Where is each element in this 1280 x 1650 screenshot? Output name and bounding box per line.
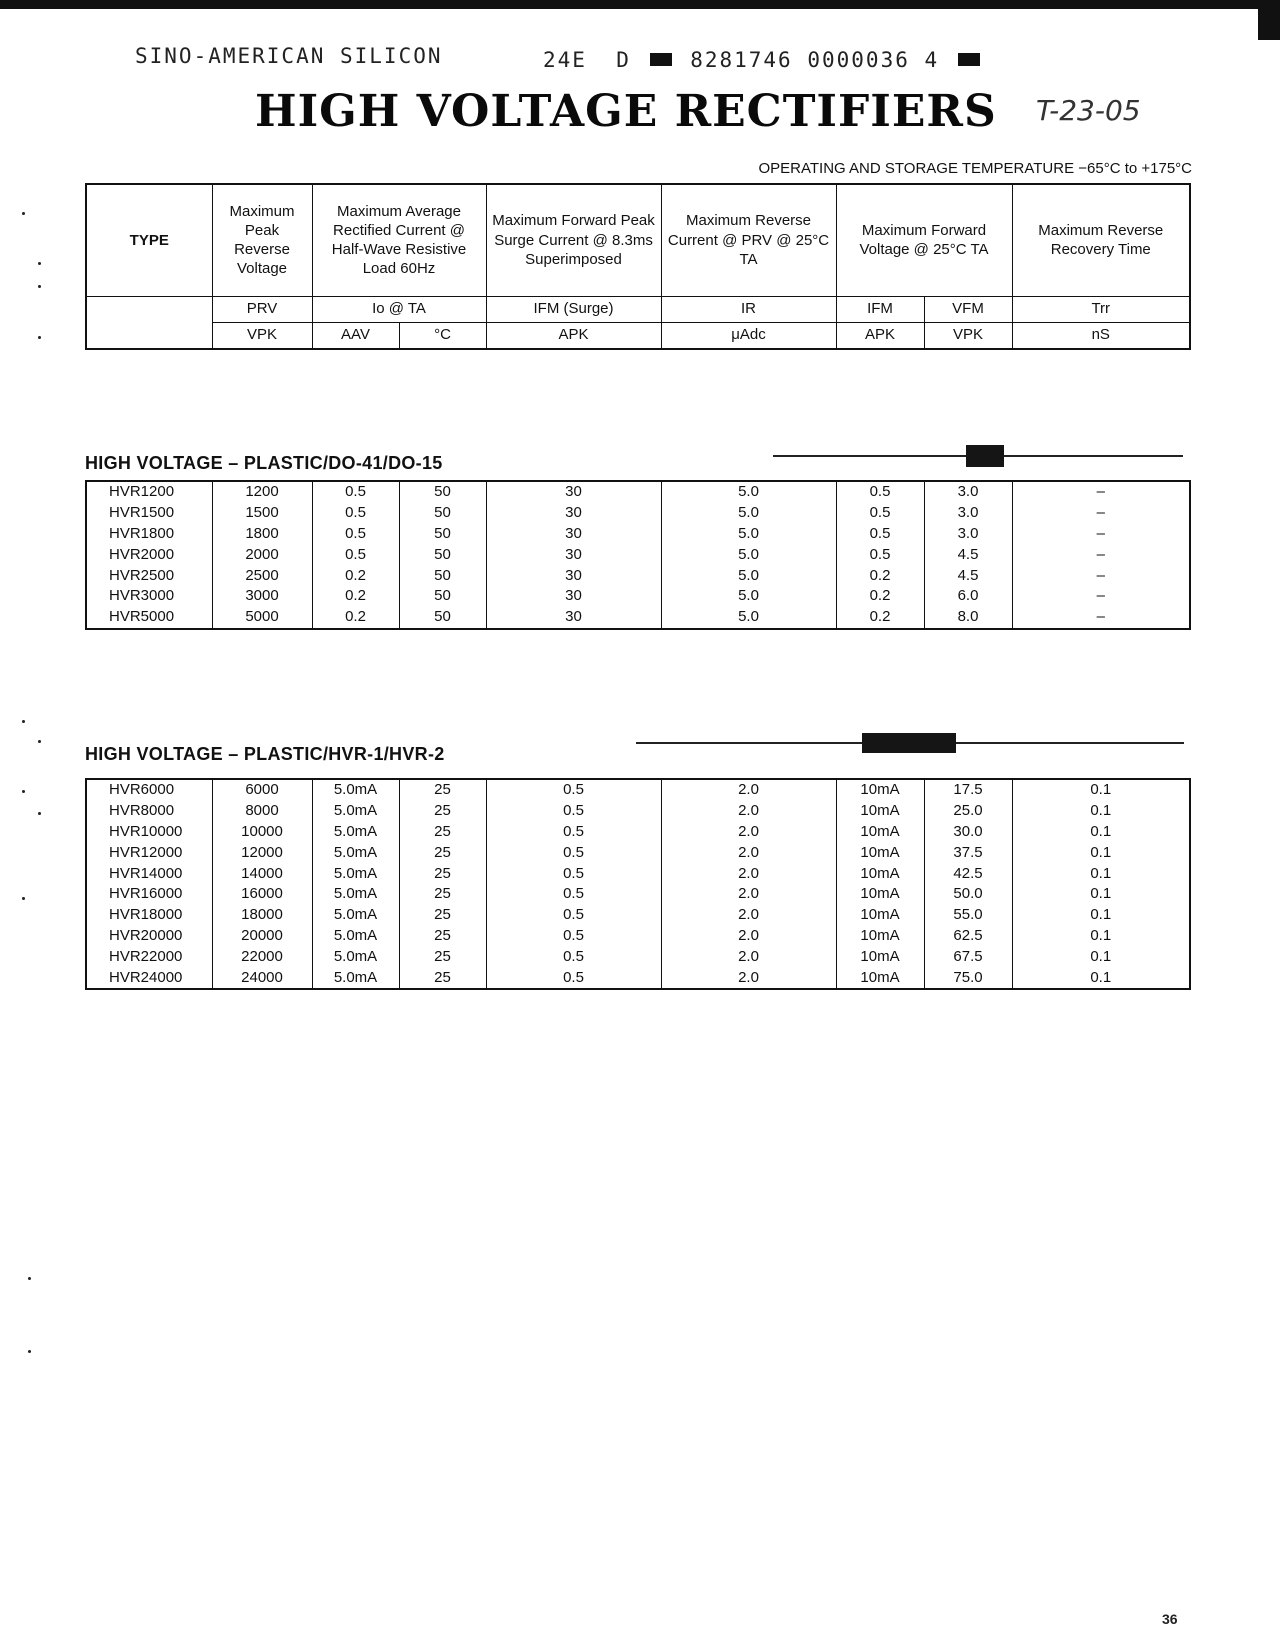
cell-ifm2: 10mA	[836, 946, 924, 967]
cell-ifm2: 0.5	[836, 524, 924, 545]
cell-type: HVR3000	[86, 586, 212, 607]
cell-prv: 14000	[212, 863, 312, 884]
cell-ir: 2.0	[661, 926, 836, 947]
cell-ta: 25	[399, 884, 486, 905]
scan-speck	[22, 790, 25, 793]
type-spacer	[86, 296, 212, 349]
cell-ifm2: 10mA	[836, 884, 924, 905]
cell-ifm2: 0.5	[836, 481, 924, 503]
table-row	[86, 586, 1190, 607]
cell-ir: 5.0	[661, 524, 836, 545]
cell-prv: 6000	[212, 779, 312, 801]
cell-prv: 10000	[212, 822, 312, 843]
cell-type: HVR1800	[86, 524, 212, 545]
cell-ir: 5.0	[661, 586, 836, 607]
cell-ifm: 0.5	[486, 946, 661, 967]
scan-speck	[22, 897, 25, 900]
column-header-table	[85, 183, 1191, 350]
cell-ir: 2.0	[661, 822, 836, 843]
symbol-prv: PRV	[212, 296, 312, 322]
cell-type: HVR18000	[86, 905, 212, 926]
handwritten-code: T-23-05	[1036, 94, 1141, 127]
cell-ir: 5.0	[661, 565, 836, 586]
cell-ir: 5.0	[661, 607, 836, 629]
table-row	[86, 967, 1190, 989]
cell-prv: 5000	[212, 607, 312, 629]
cell-prv: 1200	[212, 481, 312, 503]
symbol-io: Io @ TA	[312, 296, 486, 322]
scan-speck	[38, 285, 41, 288]
cell-ir: 2.0	[661, 779, 836, 801]
cell-ifm: 30	[486, 586, 661, 607]
cell-ta: 50	[399, 503, 486, 524]
unit-ta: °C	[399, 322, 486, 349]
cell-ta: 25	[399, 905, 486, 926]
cell-type: HVR22000	[86, 946, 212, 967]
scan-speck	[28, 1277, 31, 1280]
cell-prv: 12000	[212, 842, 312, 863]
cell-io: 0.5	[312, 544, 399, 565]
cell-ifm2: 0.5	[836, 503, 924, 524]
cell-type: HVR16000	[86, 884, 212, 905]
doc-code-prefix: 24E	[543, 48, 587, 72]
cell-ta: 50	[399, 607, 486, 629]
header-io: Maximum Average Rectified Current @ Half-Wave Resistive Load 60Hz	[312, 184, 486, 296]
table-body	[86, 779, 1190, 989]
table-row	[86, 565, 1190, 586]
cell-type: HVR14000	[86, 863, 212, 884]
cell-trr: 0.1	[1012, 779, 1190, 801]
cell-ta: 50	[399, 544, 486, 565]
cell-io: 0.5	[312, 524, 399, 545]
cell-type: HVR8000	[86, 801, 212, 822]
cell-ifm: 30	[486, 524, 661, 545]
cell-type: HVR2500	[86, 565, 212, 586]
cell-ifm: 30	[486, 503, 661, 524]
cell-ir: 2.0	[661, 842, 836, 863]
unit-ifm: APK	[486, 322, 661, 349]
cell-vfm: 55.0	[924, 905, 1012, 926]
header-ir: Maximum Reverse Current @ PRV @ 25°C TA	[661, 184, 836, 296]
cell-ir: 2.0	[661, 967, 836, 989]
cell-prv: 20000	[212, 926, 312, 947]
scan-top-edge	[0, 0, 1280, 9]
cell-io: 5.0mA	[312, 967, 399, 989]
cell-ifm2: 10mA	[836, 801, 924, 822]
cell-trr: 0.1	[1012, 946, 1190, 967]
cell-io: 5.0mA	[312, 801, 399, 822]
cell-type: HVR20000	[86, 926, 212, 947]
unit-io: AAV	[312, 322, 399, 349]
cell-ta: 25	[399, 967, 486, 989]
cell-ifm: 30	[486, 607, 661, 629]
document-code	[543, 48, 984, 72]
scan-speck	[38, 740, 41, 743]
cell-ifm2: 0.2	[836, 565, 924, 586]
cell-ifm2: 10mA	[836, 822, 924, 843]
cell-vfm: 6.0	[924, 586, 1012, 607]
cell-vfm: 75.0	[924, 967, 1012, 989]
cell-ir: 5.0	[661, 481, 836, 503]
scan-speck	[38, 812, 41, 815]
cell-prv: 3000	[212, 586, 312, 607]
cell-io: 0.5	[312, 481, 399, 503]
table-row	[86, 946, 1190, 967]
black-mark-icon	[958, 53, 980, 66]
cell-prv: 8000	[212, 801, 312, 822]
cell-ifm: 0.5	[486, 842, 661, 863]
cell-prv: 2500	[212, 565, 312, 586]
cell-vfm: 67.5	[924, 946, 1012, 967]
cell-ifm2: 10mA	[836, 967, 924, 989]
cell-vfm: 4.5	[924, 544, 1012, 565]
table-row	[86, 884, 1190, 905]
table-row	[86, 503, 1190, 524]
cell-ifm: 0.5	[486, 863, 661, 884]
cell-vfm: 62.5	[924, 926, 1012, 947]
cell-type: HVR12000	[86, 842, 212, 863]
cell-prv: 2000	[212, 544, 312, 565]
cell-vfm: 50.0	[924, 884, 1012, 905]
symbol-ifm: IFM (Surge)	[486, 296, 661, 322]
cell-io: 0.2	[312, 607, 399, 629]
cell-type: HVR10000	[86, 822, 212, 843]
cell-io: 0.2	[312, 586, 399, 607]
cell-trr: 0.1	[1012, 905, 1190, 926]
cell-io: 5.0mA	[312, 822, 399, 843]
unit-prv: VPK	[212, 322, 312, 349]
cell-ifm: 0.5	[486, 967, 661, 989]
cell-ifm: 0.5	[486, 926, 661, 947]
unit-vfm: VPK	[924, 322, 1012, 349]
table-row	[86, 801, 1190, 822]
cell-io: 5.0mA	[312, 905, 399, 926]
page-title: HIGH VOLTAGE RECTIFIERS	[255, 86, 997, 137]
cell-vfm: 37.5	[924, 842, 1012, 863]
cell-trr: 0.1	[1012, 863, 1190, 884]
symbol-ir: IR	[661, 296, 836, 322]
cell-prv: 1500	[212, 503, 312, 524]
cell-ifm2: 0.2	[836, 607, 924, 629]
symbol-ifm2: IFM	[836, 296, 924, 322]
cell-ir: 5.0	[661, 544, 836, 565]
cell-type: HVR6000	[86, 779, 212, 801]
cell-trr: 0.1	[1012, 801, 1190, 822]
cell-type: HVR24000	[86, 967, 212, 989]
cell-trr: –	[1012, 481, 1190, 503]
cell-ifm: 30	[486, 544, 661, 565]
cell-vfm: 8.0	[924, 607, 1012, 629]
cell-type: HVR1500	[86, 503, 212, 524]
cell-ta: 50	[399, 586, 486, 607]
cell-trr: –	[1012, 544, 1190, 565]
cell-trr: –	[1012, 607, 1190, 629]
cell-trr: 0.1	[1012, 967, 1190, 989]
table-body	[86, 481, 1190, 629]
cell-ta: 50	[399, 481, 486, 503]
header-trr: Maximum Reverse Recovery Time	[1012, 184, 1190, 296]
cell-trr: 0.1	[1012, 926, 1190, 947]
doc-code-letter: D	[616, 48, 631, 72]
cell-ifm2: 10mA	[836, 863, 924, 884]
cell-vfm: 25.0	[924, 801, 1012, 822]
cell-ta: 25	[399, 926, 486, 947]
symbol-trr: Trr	[1012, 296, 1190, 322]
cell-ta: 25	[399, 946, 486, 967]
cell-type: HVR2000	[86, 544, 212, 565]
temperature-note: OPERATING AND STORAGE TEMPERATURE −65°C to +175°C	[758, 160, 1192, 177]
cell-prv: 16000	[212, 884, 312, 905]
cell-ta: 25	[399, 822, 486, 843]
scan-corner	[1258, 0, 1280, 40]
cell-trr: –	[1012, 586, 1190, 607]
unit-ifm2: APK	[836, 322, 924, 349]
scan-speck	[38, 262, 41, 265]
header-type: TYPE	[86, 184, 212, 296]
cell-type: HVR1200	[86, 481, 212, 503]
section-title-do41: HIGH VOLTAGE – PLASTIC/DO-41/DO-15	[85, 453, 443, 473]
table-row	[86, 779, 1190, 801]
cell-type: HVR5000	[86, 607, 212, 629]
table-row	[86, 544, 1190, 565]
cell-vfm: 3.0	[924, 481, 1012, 503]
company-name: SINO-AMERICAN SILICON	[135, 44, 443, 68]
cell-trr: 0.1	[1012, 822, 1190, 843]
cell-ir: 5.0	[661, 503, 836, 524]
cell-prv: 1800	[212, 524, 312, 545]
cell-ir: 2.0	[661, 946, 836, 967]
cell-ta: 25	[399, 863, 486, 884]
scan-speck	[38, 336, 41, 339]
table-row	[86, 822, 1190, 843]
cell-vfm: 42.5	[924, 863, 1012, 884]
cell-vfm: 4.5	[924, 565, 1012, 586]
table-row	[86, 842, 1190, 863]
cell-ifm2: 0.2	[836, 586, 924, 607]
cell-ifm: 0.5	[486, 779, 661, 801]
header-vfm: Maximum Forward Voltage @ 25°C TA	[836, 184, 1012, 296]
cell-prv: 18000	[212, 905, 312, 926]
cell-ifm2: 10mA	[836, 905, 924, 926]
cell-io: 5.0mA	[312, 946, 399, 967]
cell-trr: 0.1	[1012, 884, 1190, 905]
cell-ta: 25	[399, 842, 486, 863]
cell-ifm2: 10mA	[836, 926, 924, 947]
cell-ifm2: 10mA	[836, 779, 924, 801]
cell-ir: 2.0	[661, 905, 836, 926]
table-row	[86, 863, 1190, 884]
cell-ifm2: 10mA	[836, 842, 924, 863]
cell-ifm: 0.5	[486, 801, 661, 822]
rectifier-table-hvr	[85, 778, 1191, 990]
doc-code-number: 8281746 0000036 4	[690, 48, 940, 72]
cell-ifm: 0.5	[486, 822, 661, 843]
cell-vfm: 30.0	[924, 822, 1012, 843]
cell-prv: 24000	[212, 967, 312, 989]
cell-trr: –	[1012, 565, 1190, 586]
cell-vfm: 17.5	[924, 779, 1012, 801]
black-mark-icon	[650, 53, 672, 66]
cell-ta: 25	[399, 801, 486, 822]
cell-ir: 2.0	[661, 863, 836, 884]
cell-ir: 2.0	[661, 801, 836, 822]
table-row	[86, 607, 1190, 629]
cell-vfm: 3.0	[924, 503, 1012, 524]
cell-io: 0.2	[312, 565, 399, 586]
table-row	[86, 524, 1190, 545]
cell-io: 5.0mA	[312, 842, 399, 863]
table-row	[86, 926, 1190, 947]
header-prv: Maximum Peak Reverse Voltage	[212, 184, 312, 296]
scan-speck	[22, 212, 25, 215]
cell-ifm: 0.5	[486, 884, 661, 905]
cell-vfm: 3.0	[924, 524, 1012, 545]
cell-ifm: 30	[486, 481, 661, 503]
scan-speck	[28, 1350, 31, 1353]
cell-io: 0.5	[312, 503, 399, 524]
page-number: 36	[1162, 1611, 1178, 1627]
table-row	[86, 481, 1190, 503]
cell-ifm: 30	[486, 565, 661, 586]
cell-ta: 50	[399, 524, 486, 545]
cell-ta: 25	[399, 779, 486, 801]
cell-io: 5.0mA	[312, 863, 399, 884]
section-title-hvr: HIGH VOLTAGE – PLASTIC/HVR-1/HVR-2	[85, 744, 445, 764]
cell-trr: –	[1012, 524, 1190, 545]
table-row	[86, 905, 1190, 926]
cell-ta: 50	[399, 565, 486, 586]
header-ifm: Maximum Forward Peak Surge Current @ 8.3ms Superimposed	[486, 184, 661, 296]
cell-ifm: 0.5	[486, 905, 661, 926]
symbol-vfm: VFM	[924, 296, 1012, 322]
cell-io: 5.0mA	[312, 926, 399, 947]
cell-trr: 0.1	[1012, 842, 1190, 863]
cell-ir: 2.0	[661, 884, 836, 905]
unit-trr: nS	[1012, 322, 1190, 349]
unit-ir: μAdc	[661, 322, 836, 349]
cell-trr: –	[1012, 503, 1190, 524]
cell-ifm2: 0.5	[836, 544, 924, 565]
cell-prv: 22000	[212, 946, 312, 967]
scan-speck	[22, 720, 25, 723]
cell-io: 5.0mA	[312, 779, 399, 801]
rectifier-table-do41	[85, 480, 1191, 630]
cell-io: 5.0mA	[312, 884, 399, 905]
